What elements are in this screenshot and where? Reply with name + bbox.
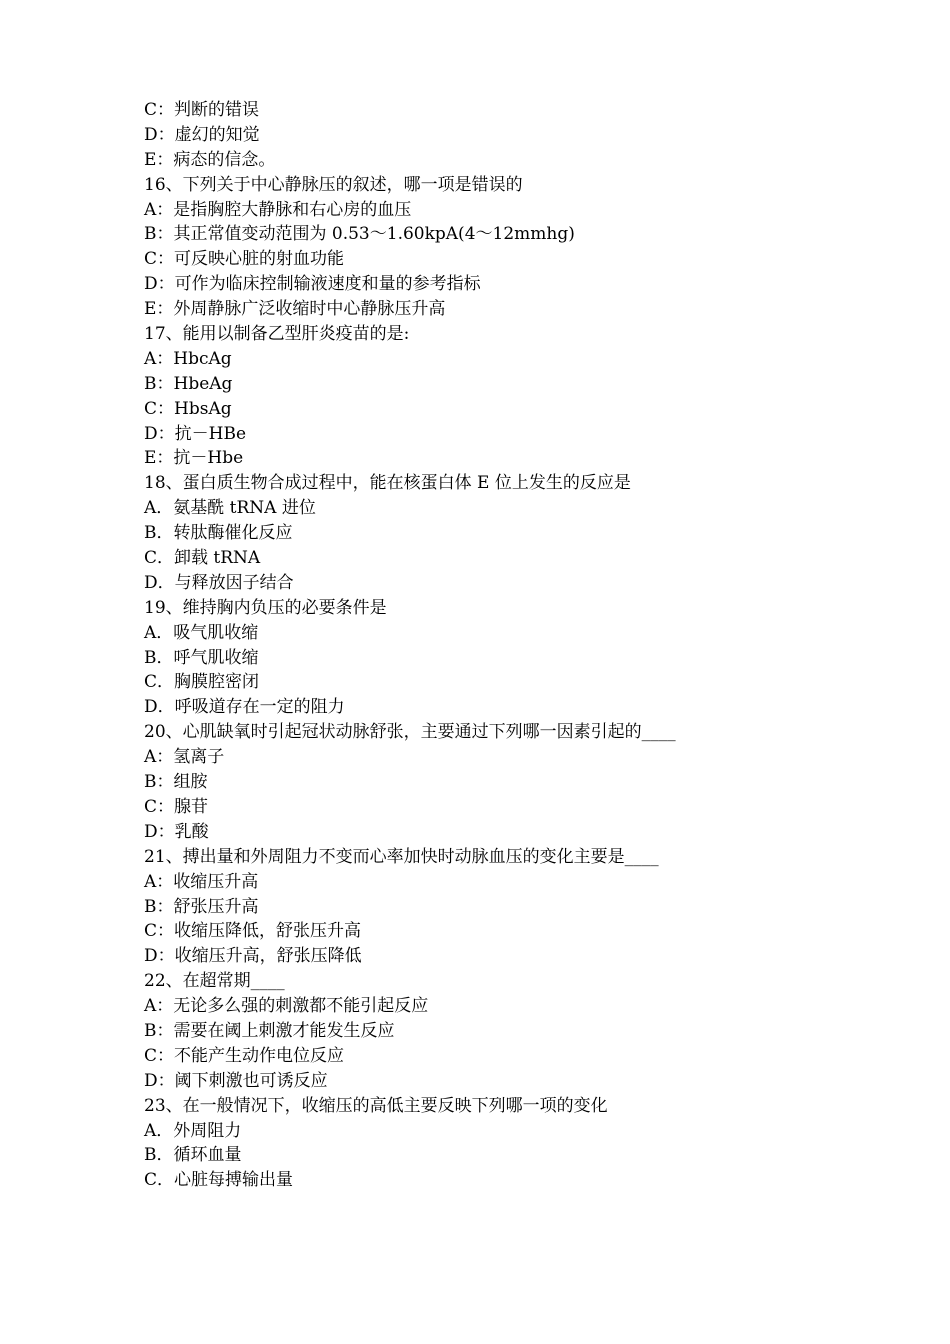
option-line: C．胸膜腔密闭 xyxy=(144,672,260,693)
option-line: B：组胺 xyxy=(144,772,208,793)
option-line: C：HbsAg xyxy=(144,398,232,419)
question-line: 19、维持胸内负压的必要条件是 xyxy=(144,597,387,618)
option-line: E：抗－Hbe xyxy=(144,448,244,469)
option-line: C：可反映心脏的射血功能 xyxy=(144,249,345,270)
option-line: A：收缩压升高 xyxy=(144,871,259,892)
option-line: D：收缩压升高，舒张压降低 xyxy=(144,946,362,967)
option-line: E：外周静脉广泛收缩时中心静脉压升高 xyxy=(144,299,446,320)
question-line: 16、下列关于中心静脉压的叙述，哪一项是错误的 xyxy=(144,174,523,195)
option-line: B：HbeAg xyxy=(144,373,233,394)
option-line: C：判断的错误 xyxy=(144,100,260,120)
option-line: A．氨基酰 tRNA 进位 xyxy=(144,498,316,519)
question-line: 21、搏出量和外周阻力不变而心率加快时动脉血压的变化主要是____ xyxy=(144,846,659,867)
question-line: 23、在一般情况下，收缩压的高低主要反映下列哪一项的变化 xyxy=(144,1095,608,1116)
option-line: A．外周阻力 xyxy=(144,1120,242,1141)
option-line: A：是指胸腔大静脉和右心房的血压 xyxy=(144,199,412,220)
question-line: 20、心肌缺氧时引起冠状动脉舒张，主要通过下列哪一因素引起的____ xyxy=(144,722,676,743)
option-line: A：无论多么强的刺激都不能引起反应 xyxy=(144,996,429,1017)
option-line: C：收缩压降低，舒张压升高 xyxy=(144,921,362,942)
question-line: 18、蛋白质生物合成过程中，能在核蛋白体 E 位上发生的反应是 xyxy=(144,473,631,494)
option-line: B．转肽酶催化反应 xyxy=(144,523,293,544)
option-line: E：病态的信念。 xyxy=(144,149,276,170)
option-line: C．卸载 tRNA xyxy=(144,548,261,569)
option-line: B：舒张压升高 xyxy=(144,896,259,917)
option-line: D：抗－HBe xyxy=(144,423,247,444)
question-line: 22、在超常期____ xyxy=(144,971,285,992)
option-line: A：HbcAg xyxy=(144,348,232,369)
option-line: D．与释放因子结合 xyxy=(144,572,294,593)
option-line: D．呼吸道存在一定的阻力 xyxy=(144,697,345,718)
option-line: B：需要在阈上刺激才能发生反应 xyxy=(144,1020,395,1041)
question-line: 17、能用以制备乙型肝炎疫苗的是: xyxy=(144,324,410,345)
option-line: D：阈下刺激也可诱反应 xyxy=(144,1070,328,1091)
option-line: C：不能产生动作电位反应 xyxy=(144,1045,345,1066)
option-line: D：乳酸 xyxy=(144,821,209,842)
option-line: A．吸气肌收缩 xyxy=(144,622,259,643)
option-line: B．循环血量 xyxy=(144,1145,242,1166)
document-body xyxy=(144,98,844,1193)
option-line: D：虚幻的知觉 xyxy=(144,124,260,145)
option-line: A：氢离子 xyxy=(144,747,225,768)
option-line: B：其正常值变动范围为 0.53～1.60kpA(4～12mmhg) xyxy=(144,224,575,245)
option-line: C：腺苷 xyxy=(144,796,209,817)
option-line: B．呼气肌收缩 xyxy=(144,647,259,668)
option-line: C．心脏每搏输出量 xyxy=(144,1170,294,1191)
option-line: D：可作为临床控制输液速度和量的参考指标 xyxy=(144,274,481,295)
